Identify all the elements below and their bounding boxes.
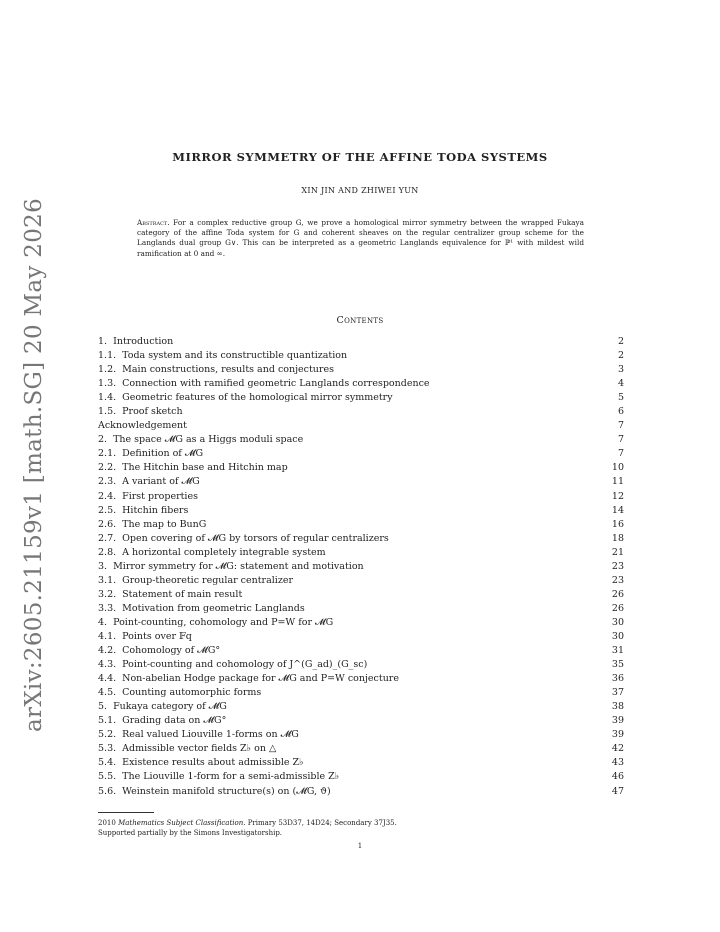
toc-entry[interactable] bbox=[98, 644, 624, 658]
toc-entry[interactable] bbox=[98, 756, 624, 770]
abstract-heading: Abstract. bbox=[137, 218, 170, 227]
footnote-divider bbox=[98, 812, 154, 813]
toc-entry-page: 3 bbox=[617, 364, 624, 376]
toc-entry-number: 2.4. bbox=[98, 490, 117, 502]
toc-entry[interactable] bbox=[98, 504, 624, 518]
toc-entry-title: Points over 𝔽q bbox=[122, 630, 192, 642]
toc-entry-page: 18 bbox=[611, 532, 624, 544]
toc-entry-page: 38 bbox=[611, 701, 624, 713]
toc-entry-title: Admissible vector fields Z♭ on △ bbox=[122, 743, 277, 755]
page-number: 1 bbox=[357, 842, 363, 850]
toc-entry-number: 5.6. bbox=[98, 785, 117, 797]
toc-entry[interactable] bbox=[98, 742, 624, 756]
toc-entry-page: 12 bbox=[611, 490, 624, 502]
toc-entry-title: Hitchin fibers bbox=[122, 504, 189, 516]
toc-entry-number: 5. bbox=[98, 701, 108, 713]
paper-title: MIRROR SYMMETRY OF THE AFFINE TODA SYSTEMS bbox=[172, 150, 548, 164]
toc-entry-title: Connection with ramified geometric Langlands correspondence bbox=[122, 378, 430, 390]
toc-entry-number: 5.4. bbox=[98, 757, 117, 769]
toc-entry[interactable] bbox=[98, 518, 624, 532]
toc-entry[interactable] bbox=[98, 630, 624, 644]
toc-entry-number: 1.3. bbox=[98, 378, 117, 390]
toc-entry-page: 35 bbox=[611, 659, 624, 671]
toc-entry[interactable] bbox=[98, 714, 624, 728]
toc-entry-page: 7 bbox=[617, 434, 624, 446]
toc-entry-title: Definition of 𝓜G bbox=[122, 448, 204, 460]
toc-entry-title: Point-counting, cohomology and P=W for 𝓜G bbox=[113, 616, 334, 628]
arxiv-identifier: arXiv:2605.21159v1 [math.SG] 20 May 2026 bbox=[21, 197, 47, 733]
toc-entry-title: The map to BunG bbox=[122, 518, 207, 530]
toc-entry-number: 4.5. bbox=[98, 687, 117, 699]
toc-entry-page: 21 bbox=[611, 546, 624, 558]
toc-entry[interactable] bbox=[98, 560, 624, 574]
toc-entry-number: 2.1. bbox=[98, 448, 117, 460]
toc-entry[interactable] bbox=[98, 405, 624, 419]
toc-entry-title: Group-theoretic regular centralizer bbox=[122, 574, 293, 586]
toc-entry-number: 1. bbox=[98, 336, 108, 347]
toc-entry[interactable] bbox=[98, 672, 624, 686]
toc-entry-number: 4. bbox=[98, 616, 108, 628]
toc-entry[interactable] bbox=[98, 686, 624, 700]
toc-entry-title: Real valued Liouville 1-forms on 𝓜G bbox=[122, 729, 299, 741]
toc-entry-title: A variant of 𝓜G bbox=[122, 476, 200, 488]
msc-year: 2010 bbox=[98, 819, 116, 827]
toc-entry-page: 26 bbox=[611, 602, 624, 614]
toc-entry-page: 30 bbox=[611, 630, 624, 642]
toc-entry-page: 2 bbox=[617, 350, 624, 362]
toc-entry[interactable] bbox=[98, 447, 624, 461]
toc-entry-title: Non-abelian Hodge package for 𝓜G and P=W conjecture bbox=[122, 673, 399, 685]
toc-entry-title: The Hitchin base and Hitchin map bbox=[122, 462, 288, 474]
toc-entry[interactable] bbox=[98, 461, 624, 475]
toc-entry-number: 4.2. bbox=[98, 645, 117, 657]
toc-entry[interactable] bbox=[98, 475, 624, 489]
toc-entry-page: 23 bbox=[611, 574, 624, 586]
toc-entry-title: Statement of main result bbox=[122, 588, 243, 600]
toc-entry-title: First properties bbox=[122, 490, 198, 502]
toc-entry-title: Cohomology of 𝓜G° bbox=[122, 645, 221, 657]
toc-entry-number: 2.3. bbox=[98, 476, 117, 488]
toc-entry-title: Acknowledgement bbox=[98, 420, 187, 432]
toc-entry[interactable] bbox=[98, 770, 624, 784]
toc-entry-number: 1.2. bbox=[98, 364, 117, 376]
toc-entry-page: 6 bbox=[617, 406, 624, 418]
toc-entry-number: 2.6. bbox=[98, 518, 117, 530]
toc-entry-page: 30 bbox=[611, 616, 624, 628]
toc-entry[interactable] bbox=[98, 490, 624, 504]
toc-entry-title: Point-counting and cohomology of J^(G_ad)_(G_sc) bbox=[122, 659, 368, 671]
footnote bbox=[98, 818, 397, 838]
toc-entry-page: 31 bbox=[611, 645, 624, 657]
toc-entry-page: 7 bbox=[617, 448, 624, 460]
toc-entry-number: 5.5. bbox=[98, 771, 117, 783]
toc-entry-number: 1.1. bbox=[98, 350, 117, 362]
toc-entry-number: 3. bbox=[98, 560, 108, 572]
toc-entry-number: 3.3. bbox=[98, 602, 117, 614]
toc-entry-page: 4 bbox=[617, 378, 624, 390]
toc-entry[interactable] bbox=[98, 700, 624, 714]
toc-entry-number: 2. bbox=[98, 434, 108, 446]
toc-entry[interactable] bbox=[98, 616, 624, 630]
toc-entry-page: 47 bbox=[611, 785, 624, 797]
toc-entry-title: Fukaya category of 𝓜G bbox=[113, 701, 227, 713]
toc-entry-title: Grading data on 𝓜G° bbox=[122, 715, 227, 727]
toc-entry[interactable] bbox=[98, 377, 624, 391]
toc-entry-number: 4.4. bbox=[98, 673, 117, 685]
toc-entry-number: 2.5. bbox=[98, 504, 117, 516]
toc-entry-number: 2.2. bbox=[98, 462, 117, 474]
toc-entry-number: 5.3. bbox=[98, 743, 117, 755]
toc-entry[interactable] bbox=[98, 546, 624, 560]
toc-entry-number: 1.5. bbox=[98, 406, 117, 418]
toc-entry[interactable] bbox=[98, 588, 624, 602]
abstract bbox=[137, 218, 584, 259]
toc-entry-page: 36 bbox=[611, 673, 624, 685]
toc-entry-page: 5 bbox=[617, 392, 624, 404]
toc-entry-title: Proof sketch bbox=[122, 406, 183, 418]
toc-entry[interactable] bbox=[98, 658, 624, 672]
contents-heading: Contents bbox=[336, 315, 384, 326]
support-note: Supported partially by the Simons Investigatorship. bbox=[98, 829, 283, 837]
toc-entry-page: 2 bbox=[617, 336, 624, 347]
msc-label: Mathematics Subject Classification. bbox=[118, 819, 246, 827]
toc-entry[interactable] bbox=[98, 728, 624, 742]
table-of-contents bbox=[98, 335, 624, 799]
toc-entry-number: 2.8. bbox=[98, 546, 117, 558]
toc-entry-title: Introduction bbox=[113, 336, 174, 347]
toc-entry-page: 42 bbox=[611, 743, 624, 755]
toc-entry-title: Main constructions, results and conjectures bbox=[122, 364, 334, 376]
toc-entry-number: 3.2. bbox=[98, 588, 117, 600]
toc-entry-number: 3.1. bbox=[98, 574, 117, 586]
abstract-body: For a complex reductive group G, we prove a homological mirror symmetry between the wrapped Fukaya category of the affine Toda system for G and coherent sheaves on the regular centralizer group scheme for the Langlands dual group G∨. This can be interpreted as a geometric Langlands equivalence for ℙ¹ with mildest wild ramification at 0 and ∞. bbox=[137, 218, 584, 258]
toc-entry-title: Open covering of 𝓜G by torsors of regular centralizers bbox=[122, 532, 389, 544]
toc-entry[interactable] bbox=[98, 391, 624, 405]
toc-entry-page: 23 bbox=[611, 560, 624, 572]
toc-entry-page: 46 bbox=[611, 771, 624, 783]
toc-entry[interactable] bbox=[98, 574, 624, 588]
toc-entry-page: 7 bbox=[617, 420, 624, 432]
toc-entry-page: 26 bbox=[611, 588, 624, 600]
toc-entry-page: 39 bbox=[611, 715, 624, 727]
toc-entry-page: 14 bbox=[611, 504, 624, 516]
toc-entry[interactable] bbox=[98, 785, 624, 799]
toc-entry-number: 5.1. bbox=[98, 715, 117, 727]
toc-entry-number: 2.7. bbox=[98, 532, 117, 544]
toc-entry-number: 1.4. bbox=[98, 392, 117, 404]
msc-classification bbox=[98, 818, 397, 828]
toc-entry-title: Counting automorphic forms bbox=[122, 687, 262, 699]
toc-entry-title: Geometric features of the homological mirror symmetry bbox=[122, 392, 393, 404]
toc-entry-title: Existence results about admissible Z♭ bbox=[122, 757, 304, 769]
toc-entry-number: 5.2. bbox=[98, 729, 117, 741]
toc-entry[interactable] bbox=[98, 363, 624, 377]
toc-entry-page: 10 bbox=[611, 462, 624, 474]
toc-entry-title: A horizontal completely integrable system bbox=[122, 546, 326, 558]
toc-entry-title: The space 𝓜G as a Higgs moduli space bbox=[113, 434, 304, 446]
toc-entry[interactable] bbox=[98, 419, 624, 433]
msc-codes: Primary 53D37, 14D24; Secondary 37J35. bbox=[247, 819, 397, 827]
toc-entry-title: Mirror symmetry for 𝓜G: statement and motivation bbox=[113, 560, 364, 572]
toc-entry[interactable] bbox=[98, 349, 624, 363]
toc-entry-page: 39 bbox=[611, 729, 624, 741]
toc-entry[interactable] bbox=[98, 532, 624, 546]
toc-entry-page: 16 bbox=[611, 518, 624, 530]
toc-entry-title: Motivation from geometric Langlands bbox=[122, 602, 305, 614]
toc-entry[interactable] bbox=[98, 433, 624, 447]
toc-entry-number: 4.3. bbox=[98, 659, 117, 671]
toc-entry-title: Weinstein manifold structure(s) on (𝓜G, ϑ) bbox=[122, 785, 331, 797]
toc-entry-title: Toda system and its constructible quantization bbox=[122, 350, 348, 362]
toc-entry-page: 37 bbox=[611, 687, 624, 699]
toc-entry-page: 43 bbox=[611, 757, 624, 769]
toc-entry-number: 4.1. bbox=[98, 630, 117, 642]
toc-entry[interactable] bbox=[98, 602, 624, 616]
toc-entry[interactable] bbox=[98, 335, 624, 349]
toc-entry-title: The Liouville 1-form for a semi-admissible Z♭ bbox=[122, 771, 340, 783]
toc-entry-page: 11 bbox=[611, 476, 624, 488]
arxiv-sidebar bbox=[14, 197, 54, 733]
paper-authors: XIN JIN AND ZHIWEI YUN bbox=[301, 186, 419, 195]
